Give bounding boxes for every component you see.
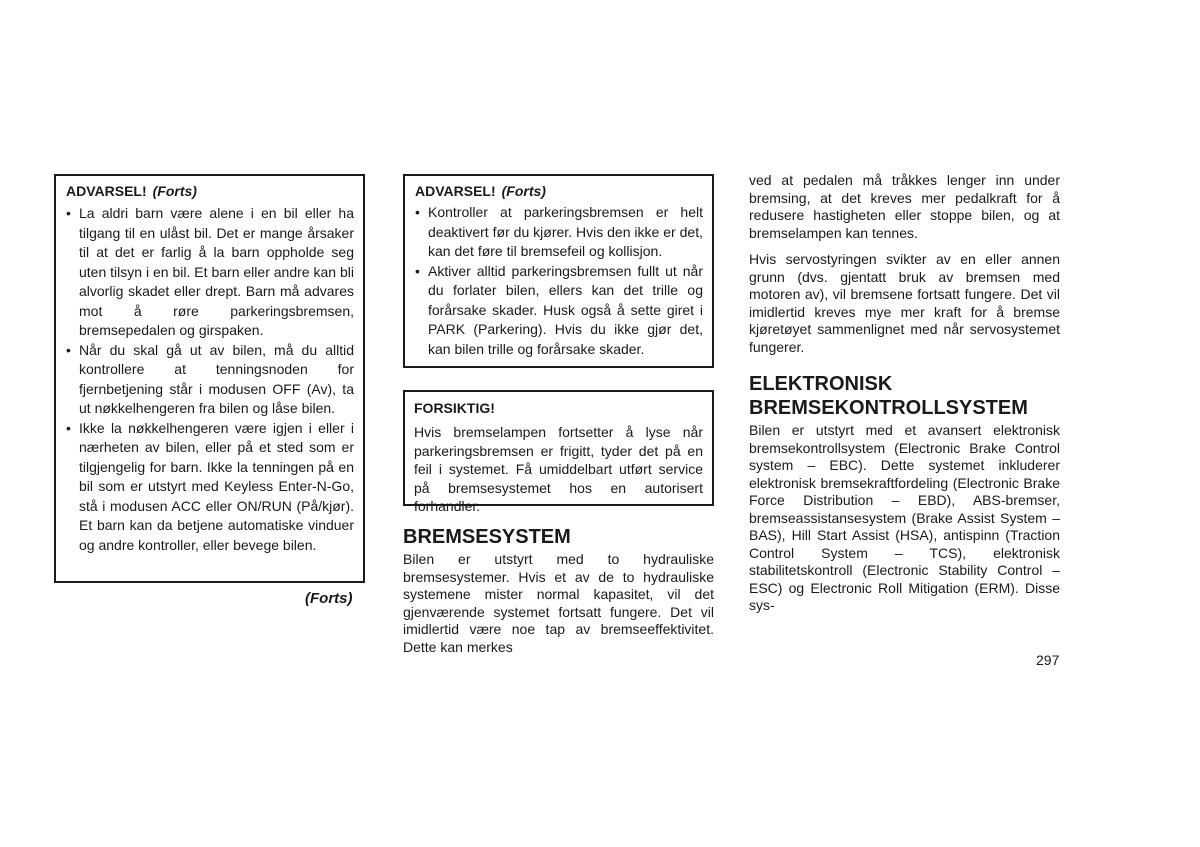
warning-list-left (66, 204, 354, 555)
list-item: • Kontroller at parkeringsbremsen er helt deaktivert før du kjører. Hvis den ikke er det, kan det føre til bremsefeil og kollisjon. (415, 203, 703, 262)
caution-box-text: Hvis bremselampen fortsetter å lyse når parkeringsbremsen er frigitt, tyder det på en feil i systemet. Få umiddelbart utført service på bremsesystemet hos en autorisert forhandler. (414, 424, 703, 514)
caution-box-title: FORSIKTIG! (414, 400, 495, 416)
list-item: • Aktiver alltid parkeringsbremsen fullt ut når du forlater bilen, ellers kan det trille og forårsake skader. Husk også å sette giret i PARK (Parkering). Hvis du ikke gjør det, kan bilen trille og forårsake skader. (415, 262, 703, 360)
paragraph-servo: Hvis servostyringen svikter av en eller annen grunn (dvs. gjentatt bruk av bremsen med motoren av), vil bremsene fortsatt fungere. Det vil imidlertid kreves mye mer kraft for å bremse kjøretøyet sammenlignet med når servosystemet fungerer. (749, 251, 1060, 355)
warning-box-middle-title: ADVARSEL! (Forts) (415, 183, 546, 199)
list-item: • La aldri barn være alene i en bil eller ha tilgang til en ulåst bil. Det er mange årsaker til at det er farlig å la barn oppholde seg uten tilsyn i en bil. Et barn eller andre kan bli alvorlig skadet eller drept. Barn må advares mot å røre parkeringsbremsen, bremsepedalen og girspaken. (66, 204, 354, 341)
list-item: • Ikke la nøkkelhengeren være igjen i eller i nærheten av bilen, eller på et sted som er tilgjengelig for barn. Ikke la tenningen på en bil som er utstyrt med Keyless Enter-N-Go, stå i modusen ACC eller ON/RUN (På/kjør). Et barn kan da betjene automatiske vinduer og andre kontroller, eller bevege bilen. (66, 419, 354, 556)
section-heading-elektronisk: ELEKTRONISK BREMSEKONTROLLSYSTEM (749, 373, 1028, 419)
list-item: • Når du skal gå ut av bilen, må du alltid kontrollere at tenningsnoden for fjernbetjening står i modusen OFF (Av), ta ut nøkkelhengeren fra bilen og låse bilen. (66, 341, 354, 419)
page-number: 297 (1036, 652, 1060, 668)
paragraph-ebc: Bilen er utstyrt med et avansert elektronisk bremsekontrollsystem (Electronic Brake Control system – EBC). Dette systemet inkluderer elektronisk bremsekraftfordeling (Electronic Brake Force Distribution – EBD), ABS-bremser, bremseassistansesystem (Brake Assist System – BAS), Hill Start Assist (HSA), antispinn (Traction Control System – TCS), elektronisk stabilitetskontroll (Electronic Stability Control – ESC) og Electronic Roll Mitigation (ERM). Disse sys- (749, 422, 1060, 613)
warning-list-middle (415, 203, 703, 359)
paragraph-bremsesystem: Bilen er utstyrt med to hydrauliske bremsesystemer. Hvis et av de to hydrauliske systemene mister normal kapasitet, vil det gjenværende systemet fortsatt fungere. Det vil imidlertid være noe tap av bremseeffektivitet. Dette kan merkes (403, 551, 714, 655)
section-heading-bremsesystem: BREMSESYSTEM (403, 526, 571, 548)
paragraph-pedal: ved at pedalen må tråkkes lenger inn under bremsing, at det kreves mer pedalkraft for å redusere hastigheten eller stoppe bilen, og at bremselampen kan tennes. (749, 172, 1060, 241)
continued-marker: (Forts) (305, 590, 353, 607)
warning-box-middle (403, 174, 714, 368)
caution-box (403, 390, 714, 514)
warning-box-left (54, 174, 365, 583)
warning-box-left-title: ADVARSEL! (Forts) (66, 183, 197, 199)
